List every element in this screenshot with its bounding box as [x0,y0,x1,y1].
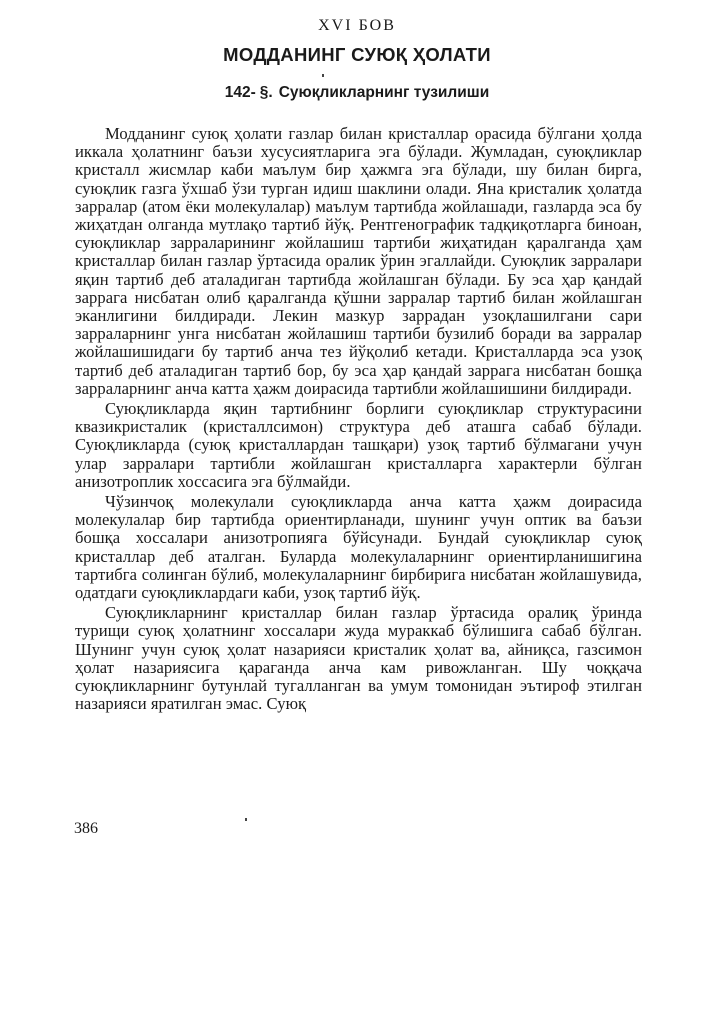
section-symbol: §. [259,84,273,101]
chapter-title: МОДДАНИНГ СУЮҚ ҲОЛАТИ [223,44,491,65]
section-heading [0,84,714,102]
body-text [75,125,642,714]
page-number: 386 [74,820,98,837]
paragraph-2: Суюқликларда яқин тартибнинг борлиги суюқликлар структурасини квазикристалик (кристаллсимон) структура деб аташга сабаб бўлади. Суюқликларда (суюқ кристаллардан ташқари) узоқ тартиб бўлмагани учун улар зарралари тартибли жойлашган кристалларга характерли бўлган анизотроплик хоссасига эга бўлмайди. [75,399,642,491]
section-title: Суюқликларнинг тузилиши [278,84,490,101]
print-speck [322,74,324,77]
paragraph-1: Модданинг суюқ ҳолати газлар билан кристаллар орасида бўлгани ҳолда иккала ҳолатнинг баъзи хусусиятларига эга бўлади. Жумладан, суюқликлар кристалл жисмлар каби маълум бир ҳажмга эга бўлади, шу билан бирга, суюқлик газга ўхшаб ўзи турган идиш шаклини олади. Яна кристалик ҳолатда зарралар (атом ёки молекулалар) маълум тартибда жойлашади, газларда эса бу жиҳатдан олганда мутлақо тартиб йўқ. Рентгенографик тадқиқотларга биноан, суюқликлар зарраларининг жойлашиш тартиби жиҳатидан қаралганда ҳам кристаллар билан газлар ўртасида оралик ўрин эгаллайди. Суюқлик зарралари яқин тартиб деб аталадиган тартибда жойлашган бўлади. Бу эса ҳар қандай заррага нисбатан олиб қаралганда қўшни зарралар тартиб билан жойлашган эканлигини билдиради. Лекин мазкур заррадан узоқлашилгани сари зарраларнинг унга нисбатан жойлашиш тартиби бузилиб боради ва зарралар жойлашишидаги бу тартиб анча тез йўқолиб кетади. Кристалларда эса узоқ тартиб деб аталадиган тартиб бор, бу эса ҳар қандай заррага нисбатан бошқа зарраларнинг анча катта ҳажм доирасида тартибли жойлашишини билдиради. [75,124,642,398]
section-number: 142- [224,84,256,101]
paragraph-3: Чўзинчоқ молекулали суюқликларда анча катта ҳажм доирасида молекулалар бир тартибда ориентирланади, шунинг учун оптик ва баъзи бошқа хоссалари анизотропияга бўйсунади. Бундай суюқликлар суюқ кристаллар деб аталган. Буларда молекулаларнинг ориентирланишигина тартибга солинган бўлиб, молекулаларнинг бирбирига нисбатан жойлашувида, одатдаги суюқликлардаги каби, узоқ тартиб йўқ. [75,492,642,603]
print-speck [245,818,247,821]
chapter-heading: XVI БОВ [318,17,396,34]
paragraph-4: Суюқликларнинг кристаллар билан газлар ўртасида оралиқ ўринда турищи суюқ ҳолатнинг хоссалари жуда мураккаб бўлишига сабаб бўлган. Шунинг учун суюқ ҳолат назарияси кристалик ҳолат ва, айниқса, газсимон ҳолат назариясига қараганда анча кам ривожланган. Шу чоққача суюқликларнинг бутунлай тугалланган ва умум томонидан эътироф этилган назарияси яратилган эмас. Суюқ [75,603,642,714]
